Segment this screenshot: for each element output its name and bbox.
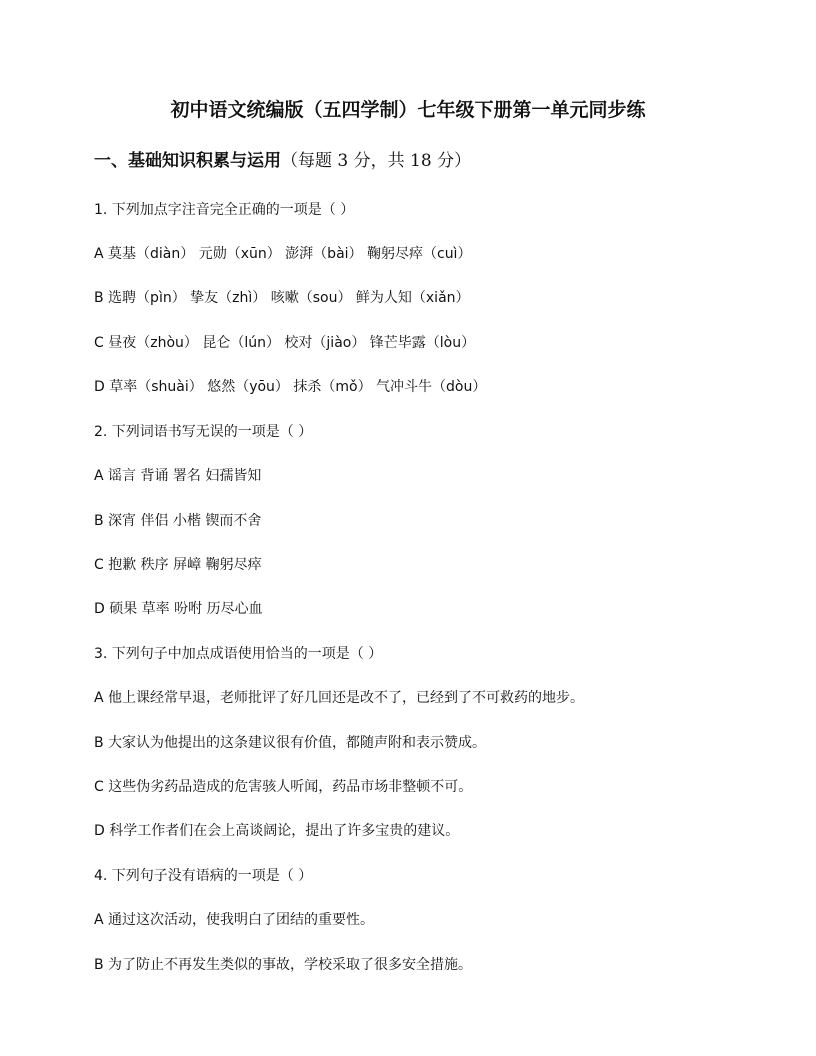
question-4-option-a: A 通过这次活动，使我明白了团结的重要性。	[94, 912, 375, 928]
section-score-note: （每题 3 分，共 18 分）	[281, 151, 472, 171]
question-2-stem: 2. 下列词语书写无误的一项是（ ）	[94, 424, 313, 440]
question-3-option-d: D 科学工作者们在会上高谈阔论，提出了许多宝贵的建议。	[94, 823, 460, 839]
question-4-stem: 4. 下列句子没有语病的一项是（ ）	[94, 868, 313, 884]
question-1-option-b: B 选聘（pìn） 挚友（zhì） 咳嗽（sou） 鲜为人知（xiǎn）	[94, 290, 470, 306]
question-3-option-a: A 他上课经常早退，老师批评了好几回还是改不了，已经到了不可救药的地步。	[94, 690, 585, 706]
question-1-stem: 1. 下列加点字注音完全正确的一项是（ ）	[94, 202, 355, 218]
section-heading-text: 一、基础知识积累与运用	[94, 151, 281, 171]
question-2-option-d: D 硕果 草率 吩咐 历尽心血	[94, 601, 263, 617]
question-3-stem: 3. 下列句子中加点成语使用恰当的一项是（ ）	[94, 646, 383, 662]
question-2-option-c: C 抱歉 秩序 屏嶂 鞠躬尽瘁	[94, 557, 262, 573]
question-1-option-c: C 昼夜（zhòu） 昆仑（lún） 校对（jiào） 锋芒毕露（lòu）	[94, 335, 476, 351]
question-4-option-b: B 为了防止不再发生类似的事故，学校采取了很多安全措施。	[94, 957, 473, 973]
question-2-option-b: B 深宵 伴侣 小楷 锲而不舍	[94, 513, 262, 529]
page-title: 初中语文统编版（五四学制）七年级下册第一单元同步练	[170, 99, 646, 121]
question-1-option-a: A 莫基（diàn） 元勋（xūn） 澎湃（bài） 鞠躬尽瘁（cuì）	[94, 246, 472, 262]
question-3-option-b: B 大家认为他提出的这条建议很有价值，都随声附和表示赞成。	[94, 735, 487, 751]
question-3-option-c: C 这些伪劣药品造成的危害骇人听闻，药品市场非整顿不可。	[94, 779, 473, 795]
question-1-option-d: D 草率（shuài） 悠然（yōu） 抹杀（mǒ） 气冲斗牛（dòu）	[94, 379, 487, 395]
section-heading	[94, 148, 471, 174]
question-2-option-a: A 谣言 背诵 署名 妇孺皆知	[94, 468, 262, 484]
